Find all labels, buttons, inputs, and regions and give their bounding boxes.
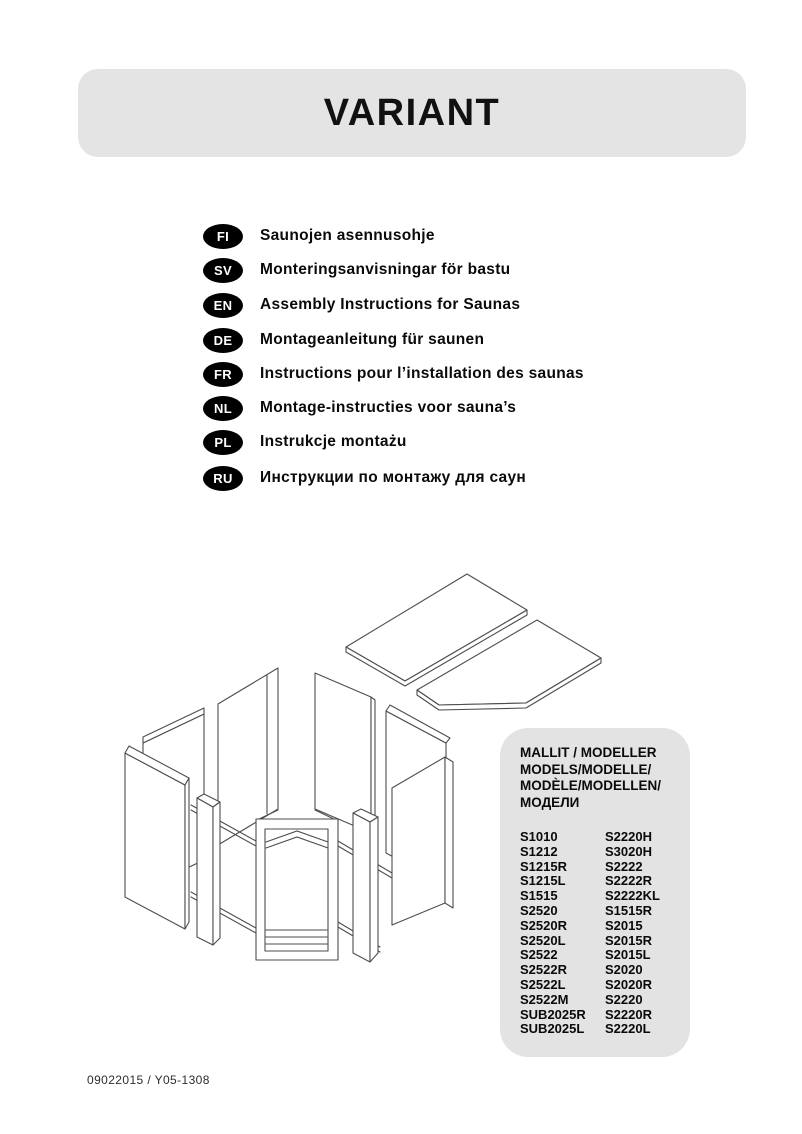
- language-label: Assembly Instructions for Saunas: [260, 296, 521, 313]
- language-label: Saunojen asennusohje: [260, 227, 435, 244]
- model-code: S2522: [520, 947, 558, 963]
- badge-code: FI: [216, 228, 230, 244]
- badge-code: EN: [213, 297, 233, 313]
- language-label: Monteringsanvisningar för bastu: [260, 261, 511, 278]
- model-code: S2522L: [520, 976, 566, 992]
- model-code: S2222R: [605, 873, 652, 889]
- model-code: S3020H: [605, 843, 652, 859]
- model-code: S2015: [605, 917, 643, 933]
- model-code: S1010: [520, 829, 558, 844]
- language-label: Инструкции по монтажу для саун: [260, 469, 527, 486]
- model-code: S2220L: [605, 1021, 651, 1037]
- badge-code: PL: [214, 434, 232, 450]
- model-code: S2015L: [605, 947, 651, 963]
- models-header-line: MALLIT / MODELLER: [520, 745, 657, 760]
- model-code: S2522R: [520, 962, 567, 978]
- model-row: [520, 1022, 678, 1037]
- model-row: [520, 919, 678, 934]
- language-label: Instrukcje montażu: [260, 433, 407, 450]
- model-code: S2222: [605, 858, 643, 874]
- model-code: S2520R: [520, 917, 567, 933]
- model-code: S1515: [520, 888, 558, 904]
- model-row: [520, 845, 678, 860]
- model-code: S2020R: [605, 976, 652, 992]
- model-code: S1215R: [520, 858, 567, 874]
- models-header: [520, 745, 678, 811]
- badge-code: RU: [213, 470, 233, 486]
- models-list: [520, 830, 678, 1037]
- model-code: S2015R: [605, 932, 652, 948]
- model-code: S2522M: [520, 991, 569, 1007]
- model-row: [520, 934, 678, 949]
- model-code: SUB2025R: [520, 1006, 586, 1022]
- door-frame: [256, 810, 338, 960]
- model-code: S1215L: [520, 873, 566, 889]
- badge-code: NL: [214, 400, 232, 416]
- page-title: VARIANT: [323, 91, 501, 134]
- model-row: [520, 830, 678, 845]
- model-row: [520, 963, 678, 978]
- model-code: S2220R: [605, 1006, 652, 1022]
- language-label: Montage-instructies voor sauna’s: [260, 399, 517, 416]
- model-row: [520, 993, 678, 1008]
- model-code: S2220H: [605, 829, 652, 844]
- models-box: [500, 728, 690, 1057]
- model-row: [520, 904, 678, 919]
- language-label: Montageanleitung für saunen: [260, 331, 485, 348]
- model-row: [520, 978, 678, 993]
- model-code: S1212: [520, 843, 558, 859]
- badge-code: DE: [213, 332, 233, 348]
- model-code: S2220: [605, 991, 643, 1007]
- model-code: SUB2025L: [520, 1021, 585, 1037]
- badge-code: FR: [214, 366, 232, 382]
- model-row: [520, 874, 678, 889]
- models-header-line: MODELS/MODELLE/: [520, 761, 652, 777]
- model-row: [520, 948, 678, 963]
- language-label: Instructions pour l’installation des saunas: [260, 365, 584, 382]
- model-code: S1515R: [605, 902, 652, 918]
- model-code: S2020: [605, 962, 643, 978]
- model-row: [520, 1008, 678, 1023]
- badge-code: SV: [214, 262, 232, 278]
- model-code: S2222KL: [605, 888, 660, 904]
- model-code: S2520L: [520, 932, 566, 948]
- ceiling-panels: [346, 574, 601, 710]
- models-header-line: MODÈLE/MODELLEN/: [520, 778, 661, 793]
- document-code: 09022015 / Y05-1308: [87, 1073, 210, 1087]
- models-header-line: МОДЕЛИ: [520, 794, 580, 810]
- model-code: S2520: [520, 902, 558, 918]
- model-row: [520, 860, 678, 875]
- model-row: [520, 889, 678, 904]
